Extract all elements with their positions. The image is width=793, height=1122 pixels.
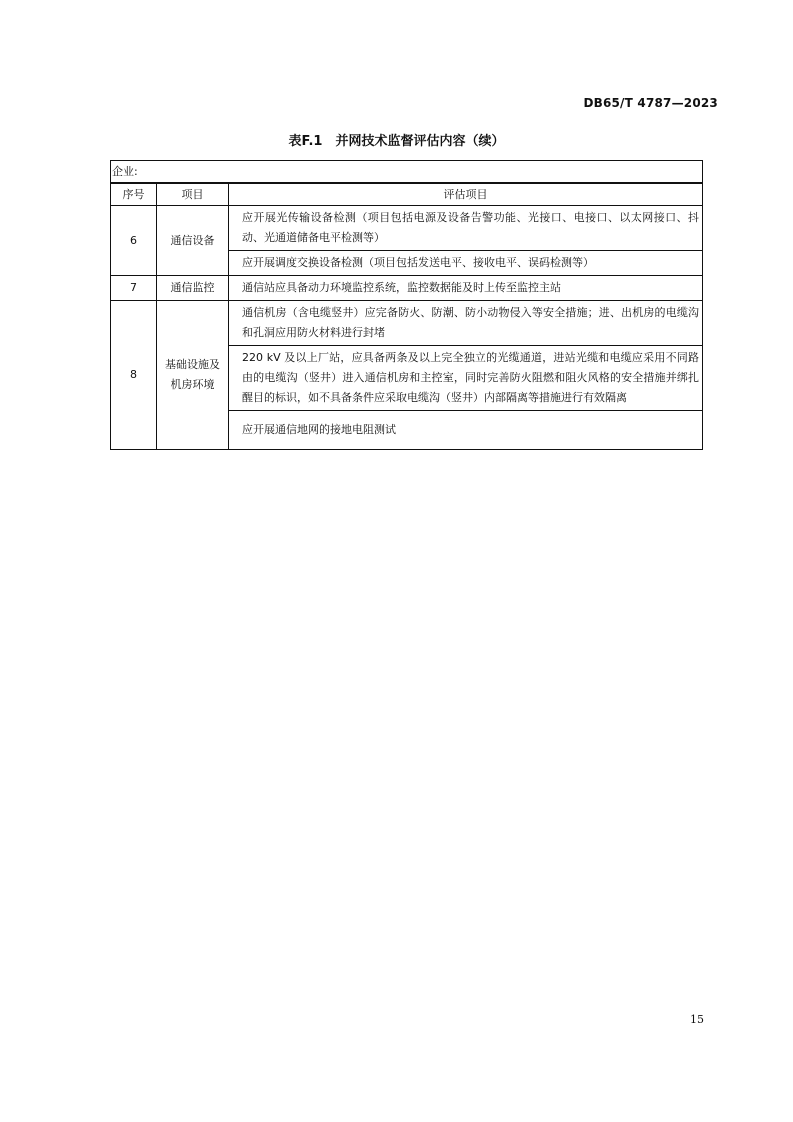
company-label: 企业:	[111, 161, 703, 184]
row-item: 通信设备	[157, 206, 229, 276]
column-header-no: 序号	[111, 183, 157, 206]
document-code: DB65/T 4787—2023	[583, 96, 718, 110]
column-header-content: 评估项目	[229, 183, 703, 206]
table-row	[111, 276, 703, 301]
table-header-row	[111, 183, 703, 206]
row-number: 8	[111, 301, 157, 450]
table-row	[111, 301, 703, 346]
row-content: 应开展通信地网的接地电阻测试	[229, 411, 703, 450]
evaluation-table	[110, 160, 703, 450]
column-header-item: 项目	[157, 183, 229, 206]
table-title: 表F.1 并网技术监督评估内容（续）	[288, 134, 505, 149]
row-content: 通信机房（含电缆竖井）应完备防火、防潮、防小动物侵入等安全措施；进、出机房的电缆沟和孔洞应用防火材料进行封堵	[229, 301, 703, 346]
company-row	[111, 161, 703, 184]
row-number: 6	[111, 206, 157, 276]
row-content: 应开展光传输设备检测（项目包括电源及设备告警功能、光接口、电接口、以太网接口、抖动、光通道储备电平检测等）	[229, 206, 703, 251]
row-item: 基础设施及机房环境	[157, 301, 229, 450]
row-content: 应开展调度交换设备检测（项目包括发送电平、接收电平、误码检测等）	[229, 251, 703, 276]
row-item: 通信监控	[157, 276, 229, 301]
row-content: 220 kV 及以上厂站，应具备两条及以上完全独立的光缆通道，进站光缆和电缆应采用不同路由的电缆沟（竖井）进入通信机房和主控室，同时完善防火阻燃和阻火风格的安全措施并绑扎醒目的标识，如不具备条件应采取电缆沟（竖井）内部隔离等措施进行有效隔离	[229, 346, 703, 411]
row-number: 7	[111, 276, 157, 301]
row-content: 通信站应具备动力环境监控系统，监控数据能及时上传至监控主站	[229, 276, 703, 301]
page-number: 15	[690, 1013, 704, 1026]
table-row	[111, 206, 703, 251]
